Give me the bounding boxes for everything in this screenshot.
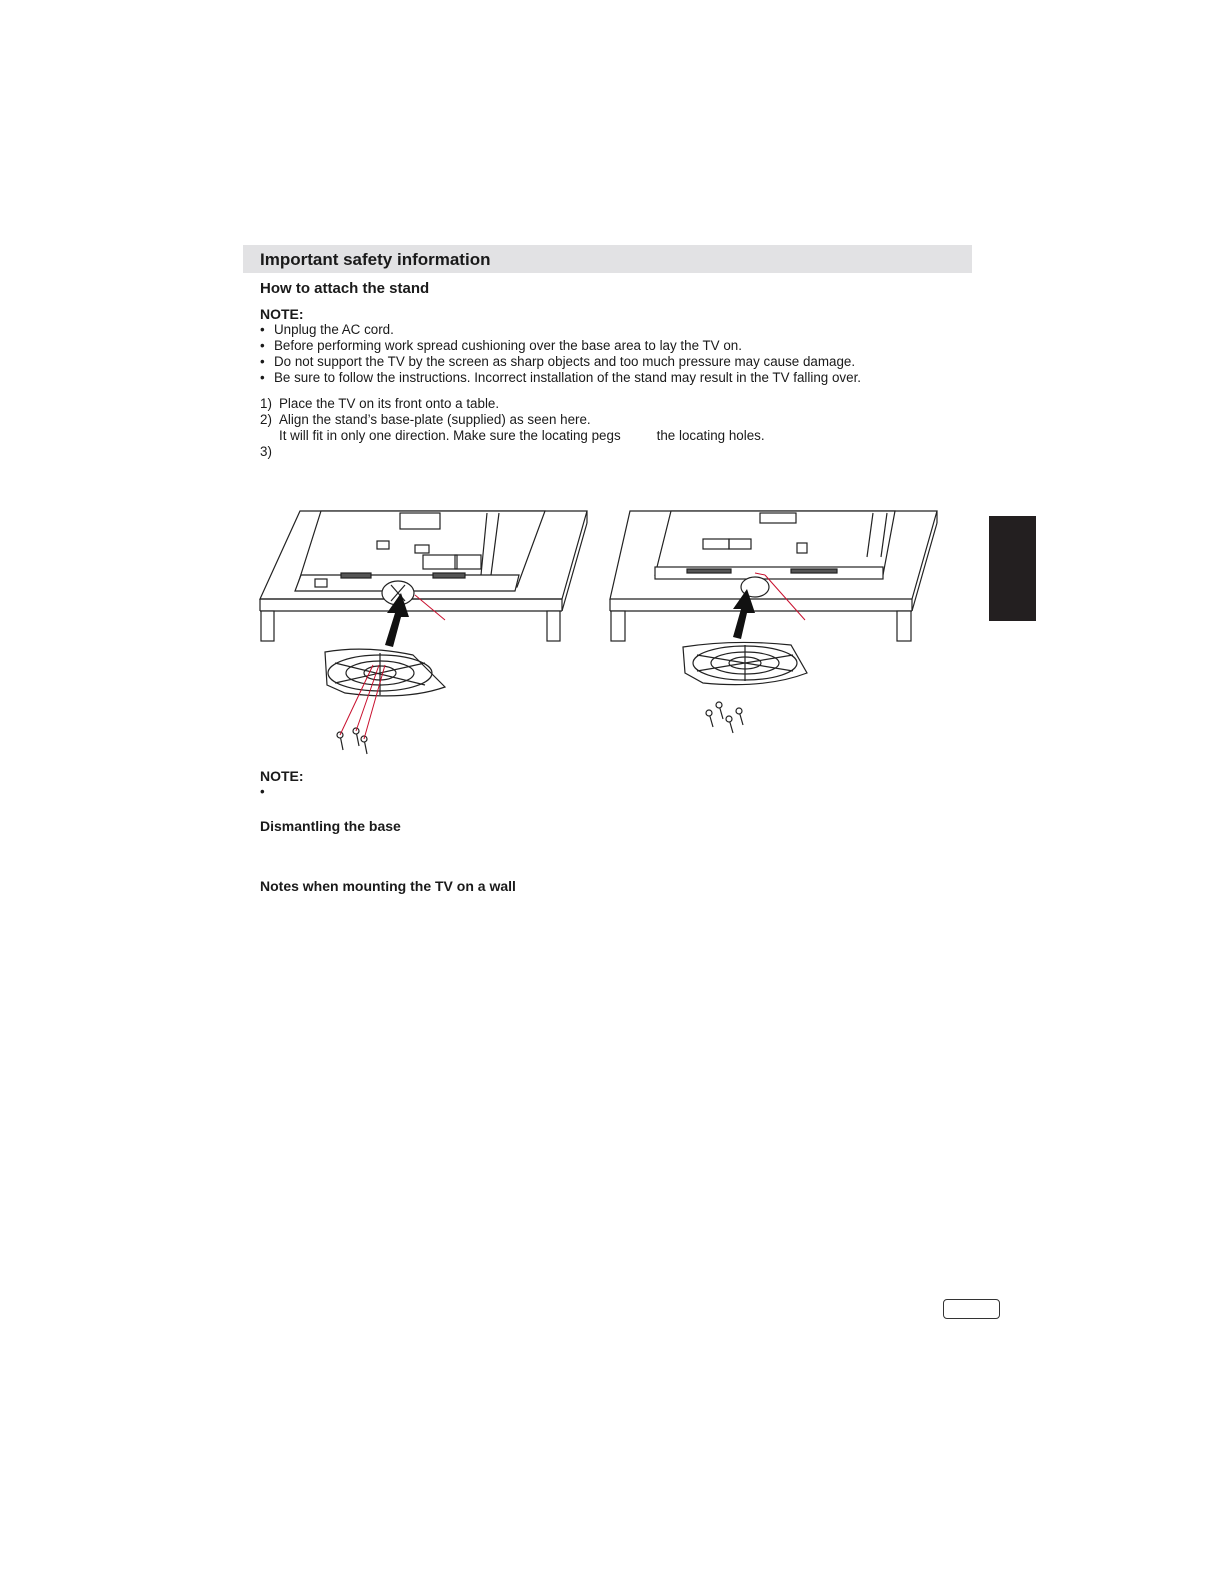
step-item: 3): [260, 444, 272, 459]
step-item: It will fit in only one direction. Make sure the locating pegs the locating holes.: [279, 428, 765, 443]
note-item: [260, 784, 304, 800]
note-item: • Do not support the TV by the screen as sharp objects and too much pressure may cause damage.: [260, 354, 856, 369]
wall-mount-section-title: Notes when mounting the TV on a wall: [260, 878, 516, 894]
page-number-box: [943, 1299, 1000, 1319]
language-side-tab: [989, 516, 1036, 621]
note-item: • Unplug the AC cord.: [260, 322, 394, 337]
stand-steps: [260, 396, 765, 460]
stand-note-block: [260, 306, 861, 386]
bullet-icon: •: [260, 338, 265, 353]
bullet-icon: •: [260, 322, 265, 337]
note-item: • Before performing work spread cushioning over the base area to lay the TV on.: [260, 338, 742, 353]
stand-attach-illustration-left: [255, 505, 595, 760]
bullet-icon: •: [260, 370, 265, 385]
note-item: • Be sure to follow the instructions. Incorrect installation of the stand may result in the TV falling over.: [260, 370, 862, 385]
page-title: Important safety information: [260, 250, 491, 269]
note-label: NOTE:: [260, 306, 304, 322]
bullet-icon: •: [260, 784, 265, 799]
dismantle-section-title: Dismantling the base: [260, 818, 401, 834]
step-item: 2) Align the stand’s base-plate (supplied) as seen here.: [260, 412, 591, 427]
step-item: 1) Place the TV on its front onto a table.: [260, 396, 500, 411]
note-label: NOTE:: [260, 768, 304, 784]
bullet-icon: •: [260, 354, 265, 369]
figure-note-block: [260, 768, 304, 800]
stand-attach-illustration-right: [605, 505, 945, 750]
stand-section-title: How to attach the stand: [260, 280, 430, 297]
